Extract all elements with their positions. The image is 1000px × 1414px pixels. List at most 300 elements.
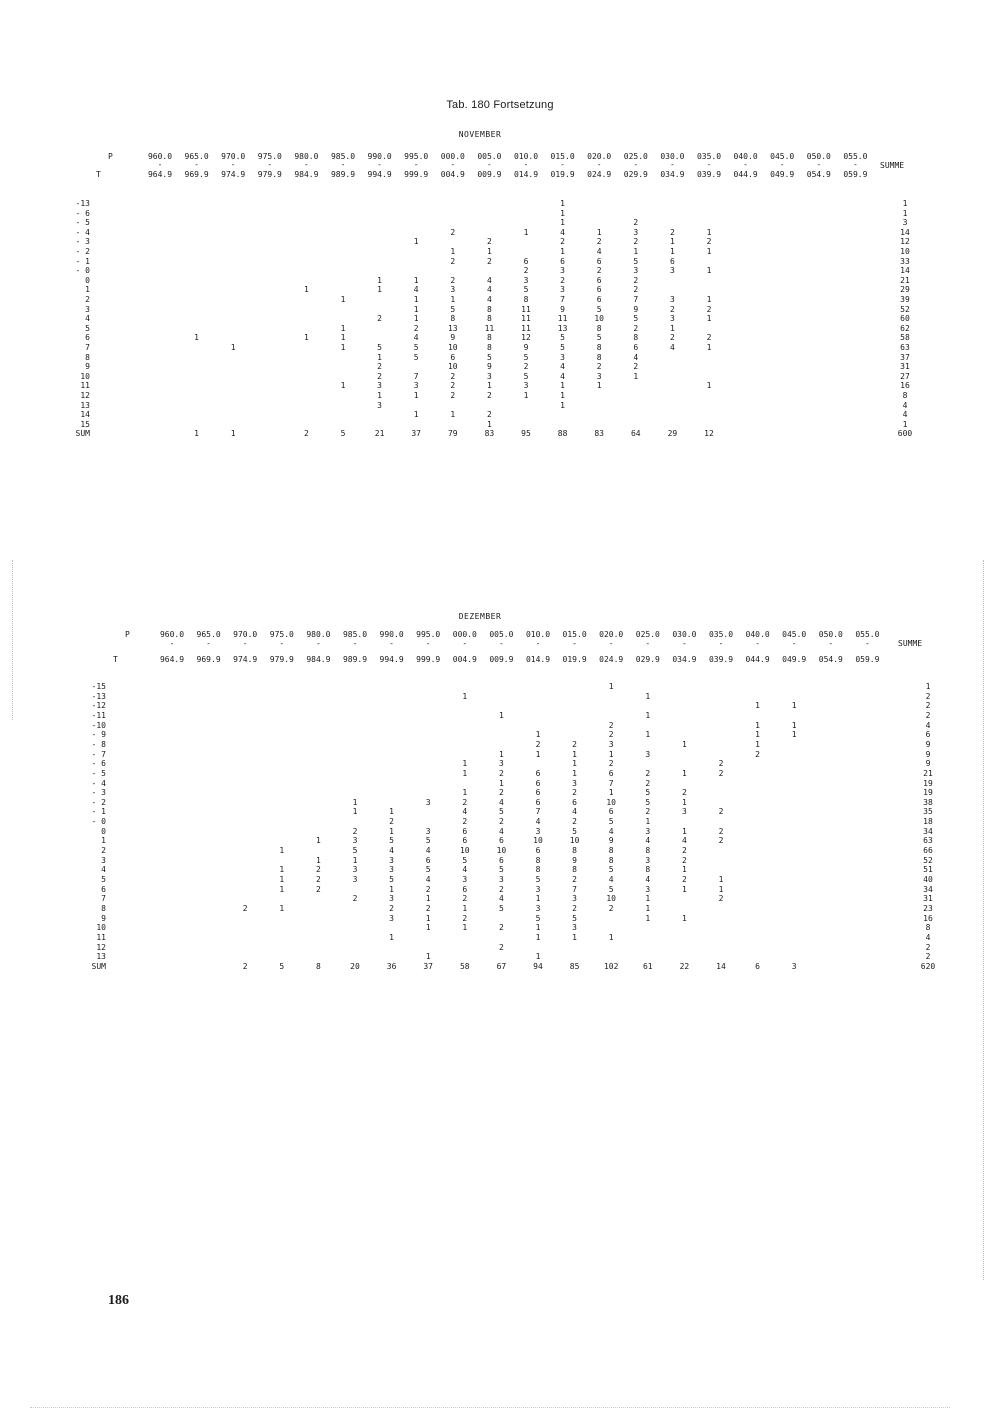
row-sum: 19 <box>923 788 933 798</box>
table-cell: 2 <box>718 826 724 836</box>
column-sum: 1 <box>194 429 200 439</box>
row-sum: 21 <box>900 275 910 285</box>
row-sum: 1 <box>902 419 908 429</box>
p-range-start: 985.0 <box>342 630 368 639</box>
row-sum: 29 <box>900 285 910 295</box>
table-cell: 1 <box>462 903 468 913</box>
table-cell: 1 <box>413 275 419 285</box>
p-range-dash: - <box>755 639 761 648</box>
column-sum: 64 <box>630 429 641 439</box>
row-sum: 58 <box>900 333 910 343</box>
table-cell: 5 <box>413 343 419 352</box>
row-sum: 34 <box>923 826 933 836</box>
p-range-start: 030.0 <box>672 630 697 639</box>
table-cell: 1 <box>681 797 687 807</box>
table-cell: 1 <box>523 227 529 237</box>
p-axis-label: P <box>125 630 130 639</box>
p-range-start: 975.0 <box>269 630 294 639</box>
table-cell: 5 <box>608 865 614 875</box>
table-cell: 5 <box>523 285 529 295</box>
p-range-start: 995.0 <box>416 630 441 639</box>
table-cell: 8 <box>596 323 602 333</box>
p-range-start: 000.0 <box>440 152 465 161</box>
table-cell: 2 <box>572 817 578 827</box>
row-label: 7 <box>101 894 106 904</box>
table-cell: 2 <box>450 227 456 237</box>
table-cell: 2 <box>633 275 639 285</box>
row-label: - 7 <box>91 749 106 759</box>
table-cell: 8 <box>450 314 456 324</box>
row-sum: 62 <box>900 323 910 333</box>
table-cell: 2 <box>462 797 468 807</box>
row-sum: 4 <box>902 410 908 420</box>
row-label: -13 <box>75 199 90 208</box>
sum-row-label: SUM <box>75 429 90 439</box>
row-sum: 23 <box>923 903 933 913</box>
row-label: - 3 <box>91 788 106 798</box>
p-range-end: 029.9 <box>635 655 660 664</box>
table-cell: 1 <box>413 304 419 314</box>
p-range-start: 035.0 <box>696 152 722 161</box>
table-cell: 3 <box>608 739 614 749</box>
scan-edge-line <box>983 560 984 1280</box>
table-cell: 3 <box>645 855 651 865</box>
table-cell: 5 <box>572 826 578 836</box>
table-cell: 1 <box>755 701 761 711</box>
table-cell: 5 <box>486 352 492 362</box>
table-cell: 5 <box>498 865 504 875</box>
p-range-end: 999.9 <box>416 655 441 664</box>
p-range-dash: - <box>230 160 236 169</box>
table-cell: 5 <box>523 352 529 362</box>
table-cell: 13 <box>447 323 458 333</box>
p-range-end: 984.9 <box>306 655 331 664</box>
row-sum: 27 <box>900 371 910 381</box>
table-cell: 6 <box>572 797 578 807</box>
row-label: 0 <box>101 826 106 836</box>
row-sum: 2 <box>925 710 931 720</box>
table-cell: 4 <box>572 807 578 817</box>
row-sum: 60 <box>900 314 910 324</box>
summe-header: SUMME <box>898 639 923 648</box>
table-cell: 1 <box>340 333 346 343</box>
table-cell: 1 <box>450 247 456 256</box>
p-range-end: 044.9 <box>733 170 758 179</box>
p-range-end: 989.9 <box>330 170 356 179</box>
p-range-end: 984.9 <box>294 170 319 179</box>
p-range-end: 014.9 <box>513 170 539 179</box>
table-cell: 9 <box>633 304 639 314</box>
table-cell: 12 <box>521 333 531 343</box>
row-label: - 4 <box>91 778 106 788</box>
table-cell: 1 <box>633 371 639 381</box>
table-cell: 2 <box>645 778 651 788</box>
row-label: 4 <box>101 865 106 875</box>
table-cell: 1 <box>230 343 236 352</box>
table-cell: 7 <box>535 807 541 817</box>
table-cell: 1 <box>645 913 651 923</box>
table-cell: 5 <box>425 836 431 846</box>
column-sum: 3 <box>791 961 797 971</box>
p-range-end: 964.9 <box>147 170 173 179</box>
table-cell: 2 <box>681 788 687 798</box>
table-cell: 6 <box>596 285 602 295</box>
table-cell: 1 <box>352 797 358 807</box>
table-cell: 1 <box>608 749 614 759</box>
row-label: -13 <box>91 691 106 701</box>
table-cell: 5 <box>425 865 431 875</box>
table-cell: 1 <box>645 894 651 904</box>
table-cell: 2 <box>389 903 395 913</box>
table-cell: 2 <box>450 275 456 285</box>
table-cell: 1 <box>596 227 602 237</box>
row-label: 11 <box>80 381 90 391</box>
table-cell: 3 <box>377 400 383 410</box>
column-sum: 37 <box>411 429 422 439</box>
table-cell: 10 <box>447 343 458 352</box>
table-cell: 8 <box>572 846 578 856</box>
table-cell: 5 <box>560 333 566 343</box>
row-label: - 0 <box>91 817 106 827</box>
p-range-dash: - <box>560 160 566 169</box>
p-range-dash: - <box>340 160 346 169</box>
table-cell: 2 <box>450 256 456 266</box>
table-cell: 4 <box>425 875 431 884</box>
row-sum: 9 <box>925 759 931 769</box>
table-cell: 9 <box>608 836 614 846</box>
table-cell: 1 <box>755 739 761 749</box>
column-sum: 14 <box>716 961 726 971</box>
table-cell: 8 <box>633 333 639 343</box>
table-cell: 8 <box>608 855 614 865</box>
table-cell: 8 <box>535 855 541 865</box>
table-cell: 3 <box>535 884 541 894</box>
table-cell: 1 <box>572 749 578 759</box>
p-range-start: 005.0 <box>489 630 514 639</box>
p-range-start: 975.0 <box>257 152 282 161</box>
p-range-start: 985.0 <box>330 152 356 161</box>
grand-total: 620 <box>920 961 936 971</box>
table-cell: 1 <box>755 720 761 730</box>
table-cell: 2 <box>315 865 321 875</box>
column-sum: 1 <box>230 429 236 439</box>
table-cell: 2 <box>315 884 321 894</box>
row-sum: 63 <box>900 343 910 352</box>
table-cell: 4 <box>498 894 504 904</box>
row-label: 1 <box>101 836 106 846</box>
table-cell: 3 <box>681 807 687 817</box>
table-cell: 4 <box>633 352 639 362</box>
table-cell: 5 <box>608 884 614 894</box>
table-cell: 1 <box>413 391 419 400</box>
table-cell: 1 <box>560 400 566 410</box>
p-range-start: 980.0 <box>294 152 319 161</box>
table-cell: 1 <box>706 227 712 237</box>
table-cell: 1 <box>413 410 419 420</box>
p-range-start: 990.0 <box>367 152 392 161</box>
table-cell: 2 <box>450 381 456 391</box>
p-range-start: 990.0 <box>379 630 404 639</box>
p-range-dash: - <box>267 160 273 169</box>
table-cell: 1 <box>706 314 712 324</box>
p-range-dash: - <box>279 639 285 648</box>
table-cell: 10 <box>533 836 543 846</box>
table-cell: 1 <box>389 826 395 836</box>
table-cell: 1 <box>389 932 395 942</box>
table-cell: 1 <box>377 352 383 362</box>
table-cell: 1 <box>425 952 431 962</box>
table-cell: 3 <box>389 913 395 923</box>
p-range-end: 059.9 <box>843 170 868 179</box>
table-cell: 7 <box>413 371 419 381</box>
row-sum: 21 <box>923 768 933 778</box>
table-cell: 10 <box>569 836 580 846</box>
table-cell: 2 <box>425 903 431 913</box>
row-label: 2 <box>85 295 90 304</box>
row-sum: 12 <box>900 237 910 247</box>
p-range-end: 009.9 <box>477 170 502 179</box>
table-cell: 1 <box>706 343 712 352</box>
table-cell: 2 <box>413 323 419 333</box>
row-label: 10 <box>96 923 106 933</box>
table-cell: 3 <box>645 826 651 836</box>
page-number: 186 <box>108 1293 129 1308</box>
month-title: NOVEMBER <box>458 130 502 139</box>
p-range-dash: - <box>523 160 529 169</box>
row-sum: 19 <box>923 778 933 788</box>
row-label: 11 <box>96 932 106 942</box>
table-cell: 2 <box>425 884 431 894</box>
table-cell: 1 <box>498 749 504 759</box>
row-label: - 3 <box>75 237 90 247</box>
table-cell: 1 <box>535 932 541 942</box>
table-cell: 6 <box>596 295 602 304</box>
p-range-end: 994.9 <box>367 170 392 179</box>
row-label: 12 <box>96 942 106 952</box>
p-range-dash: - <box>608 639 614 648</box>
p-range-end: 019.9 <box>562 655 587 664</box>
table-cell: 2 <box>560 275 566 285</box>
p-range-start: 005.0 <box>477 152 502 161</box>
table-cell: 2 <box>450 371 456 381</box>
row-label: - 6 <box>91 759 106 769</box>
table-cell: 3 <box>425 797 431 807</box>
row-label: 1 <box>85 285 90 295</box>
table-cell: 2 <box>572 788 578 798</box>
row-label: 9 <box>85 362 90 372</box>
row-label: 12 <box>80 391 90 400</box>
p-range-start: 035.0 <box>708 630 734 639</box>
table-cell: 5 <box>523 371 529 381</box>
table-cell: 1 <box>389 807 395 817</box>
row-sum: 2 <box>925 691 931 701</box>
row-sum: 4 <box>925 932 931 942</box>
table-cell: 5 <box>633 256 639 266</box>
p-range-dash: - <box>718 639 724 648</box>
table-cell: 10 <box>447 362 458 372</box>
row-label: 3 <box>101 855 106 865</box>
table-cell: 2 <box>669 304 675 314</box>
p-range-end: 029.9 <box>623 170 648 179</box>
column-sum: 94 <box>533 961 543 971</box>
column-sum: 83 <box>594 429 605 439</box>
table-cell: 3 <box>669 295 675 304</box>
table-cell: 2 <box>718 836 724 846</box>
p-range-end: 979.9 <box>257 170 282 179</box>
table-cell: 3 <box>389 865 395 875</box>
p-range-dash: - <box>572 639 578 648</box>
p-range-end: 049.9 <box>782 655 807 664</box>
table-cell: 2 <box>462 817 468 827</box>
table-cell: 8 <box>486 333 492 343</box>
row-label: -12 <box>91 701 106 711</box>
table-cell: 1 <box>389 884 395 894</box>
row-sum: 37 <box>900 352 910 362</box>
table-cell: 3 <box>352 865 358 875</box>
table-cell: 2 <box>633 285 639 295</box>
table-cell: 3 <box>560 266 566 276</box>
row-label: - 2 <box>91 797 106 807</box>
p-range-dash: - <box>486 160 492 169</box>
table-cell: 8 <box>486 314 492 324</box>
p-range-start: 020.0 <box>587 152 612 161</box>
table-cell: 2 <box>633 323 639 333</box>
table-cell: 2 <box>572 739 578 749</box>
table-cell: 2 <box>523 266 529 276</box>
table-cell: 8 <box>596 352 602 362</box>
table-cell: 2 <box>486 256 492 266</box>
table-cell: 1 <box>279 875 285 884</box>
table-cell: 7 <box>633 295 639 304</box>
table-cell: 1 <box>560 199 566 208</box>
table-cell: 2 <box>718 894 724 904</box>
sum-row-label: SUM <box>91 961 106 971</box>
row-sum: 18 <box>923 817 933 827</box>
table-cell: 4 <box>498 797 504 807</box>
p-range-end: 989.9 <box>342 655 368 664</box>
table-cell: 2 <box>315 875 321 884</box>
table-cell: 7 <box>560 295 566 304</box>
table-cell: 6 <box>462 836 468 846</box>
p-range-dash: - <box>194 160 200 169</box>
table-cell: 2 <box>608 759 614 769</box>
table-cell: 2 <box>755 749 761 759</box>
p-range-start: 050.0 <box>806 152 831 161</box>
p-range-dash: - <box>462 639 468 648</box>
table-cell: 1 <box>572 932 578 942</box>
table-cell: 6 <box>523 256 529 266</box>
p-range-start: 960.0 <box>147 152 173 161</box>
row-sum: 51 <box>923 865 933 875</box>
p-range-start: 965.0 <box>196 630 221 639</box>
table-cell: 3 <box>633 266 639 276</box>
table-cell: 2 <box>669 227 675 237</box>
table-cell: 3 <box>462 875 468 884</box>
table-cell: 1 <box>669 247 675 256</box>
row-label: - 6 <box>75 208 90 218</box>
p-range-end: 004.9 <box>440 170 465 179</box>
p-range-dash: - <box>681 639 687 648</box>
table-cell: 1 <box>352 807 358 817</box>
table-cell: 2 <box>242 903 248 913</box>
p-range-dash: - <box>535 639 541 648</box>
table-cell: 1 <box>706 295 712 304</box>
table-cell: 2 <box>486 237 492 247</box>
p-range-dash: - <box>852 160 858 169</box>
p-range-start: 010.0 <box>525 630 551 639</box>
table-cell: 2 <box>718 768 724 778</box>
table-cell: 2 <box>596 362 602 372</box>
table-cell: 5 <box>596 333 602 343</box>
table-cell: 3 <box>352 836 358 846</box>
row-sum: 8 <box>902 391 908 400</box>
row-label: 15 <box>80 419 90 429</box>
table-cell: 8 <box>486 304 492 314</box>
p-range-dash: - <box>425 639 431 648</box>
table-cell: 1 <box>340 323 346 333</box>
row-sum: 31 <box>900 362 910 372</box>
table-cell: 2 <box>462 913 468 923</box>
row-sum: 52 <box>900 304 910 314</box>
p-range-start: 045.0 <box>782 630 807 639</box>
p-range-end: 019.9 <box>550 170 575 179</box>
row-sum: 2 <box>925 952 931 962</box>
column-sum: 36 <box>386 961 397 971</box>
row-sum: 63 <box>923 836 933 846</box>
column-sum: 61 <box>642 961 653 971</box>
p-range-start: 025.0 <box>623 152 648 161</box>
table-cell: 5 <box>535 875 541 884</box>
table-cell: 3 <box>669 314 675 324</box>
table-cell: 8 <box>523 295 529 304</box>
row-sum: 31 <box>923 894 933 904</box>
table-cell: 1 <box>535 894 541 904</box>
table-cell: 13 <box>557 323 568 333</box>
table-cell: 9 <box>572 855 578 865</box>
table-cell: 9 <box>523 343 529 352</box>
table-cell: 6 <box>669 256 675 266</box>
table-cell: 10 <box>496 846 507 856</box>
table-cell: 4 <box>560 362 566 372</box>
row-label: -15 <box>91 682 106 691</box>
table-cell: 3 <box>413 381 419 391</box>
row-sum: 2 <box>925 701 931 711</box>
table-cell: 5 <box>389 875 395 884</box>
p-range-end: 039.9 <box>708 655 734 664</box>
row-sum: 35 <box>923 807 933 817</box>
table-cell: 7 <box>608 778 614 788</box>
table-cell: 2 <box>352 894 358 904</box>
table-cell: 2 <box>633 237 639 247</box>
table-cell: 1 <box>498 710 504 720</box>
column-sum: 22 <box>679 961 690 971</box>
table-cell: 1 <box>340 295 346 304</box>
column-sum: 88 <box>557 429 568 439</box>
p-range-end: 039.9 <box>696 170 722 179</box>
table-cell: 2 <box>718 807 724 817</box>
row-sum: 6 <box>925 730 931 740</box>
table-cell: 1 <box>645 903 651 913</box>
table-cell: 6 <box>560 256 566 266</box>
table-cell: 1 <box>413 295 419 304</box>
row-sum: 4 <box>925 720 931 730</box>
p-range-end: 054.9 <box>818 655 843 664</box>
p-range-dash: - <box>303 160 309 169</box>
table-cell: 2 <box>450 391 456 400</box>
table-cell: 6 <box>425 855 431 865</box>
row-sum: 34 <box>923 884 933 894</box>
row-label: 4 <box>85 314 90 324</box>
